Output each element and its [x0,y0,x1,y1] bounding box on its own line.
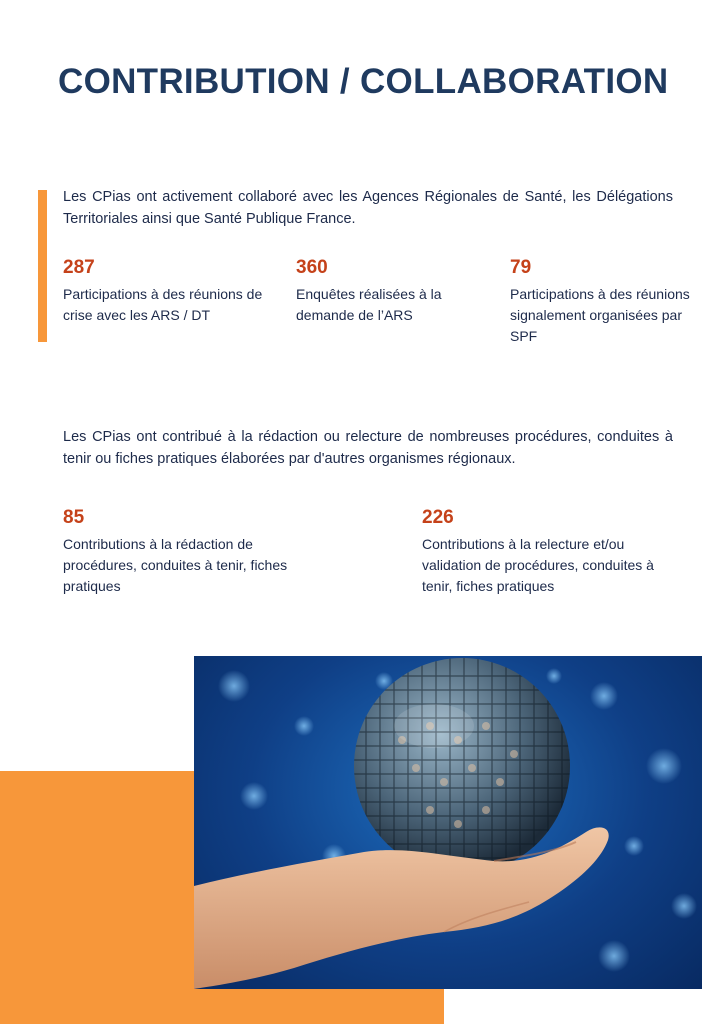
stat-label: Participations à des réunions de crise avec les ARS / DT [63,286,263,323]
stat-value: 287 [63,257,95,278]
stat-value: 85 [63,507,85,528]
globe-icon [354,656,570,876]
stat-block-crisis-meetings [63,256,263,326]
globe-hand-illustration [194,656,702,989]
page-title: CONTRIBUTION / COLLABORATION [58,62,669,101]
globe-in-hand-photo [194,656,702,989]
hand-illustration [194,827,609,989]
stat-label: Contributions à la relecture et/ou validation de procédures, conduites à tenir, fiches pratiques [422,536,654,594]
stat-block-ars-surveys [296,256,481,326]
stat-block-spf-meetings [510,256,690,347]
intro-paragraph: Les CPias ont activement collaboré avec les Agences Régionales de Santé, les Délégations Territoriales ainsi que Santé Publique France. [63,189,673,227]
stat-block-drafting [63,506,303,597]
accent-bar [38,190,47,342]
stat-value: 360 [296,257,328,278]
procedures-paragraph: Les CPias ont contribué à la rédaction ou relecture de nombreuses procédures, conduites à tenir ou fiches pratiques élaborées par d'autres organismes régionaux. [63,429,673,467]
stat-label: Enquêtes réalisées à la demande de l’ARS [296,286,442,323]
stat-label: Contributions à la rédaction de procédures, conduites à tenir, fiches pratiques [63,536,288,594]
stat-value: 226 [422,507,454,528]
stat-label: Participations à des réunions signalement organisées par SPF [510,286,690,344]
stat-value: 79 [510,257,532,278]
stat-block-review [422,506,682,597]
